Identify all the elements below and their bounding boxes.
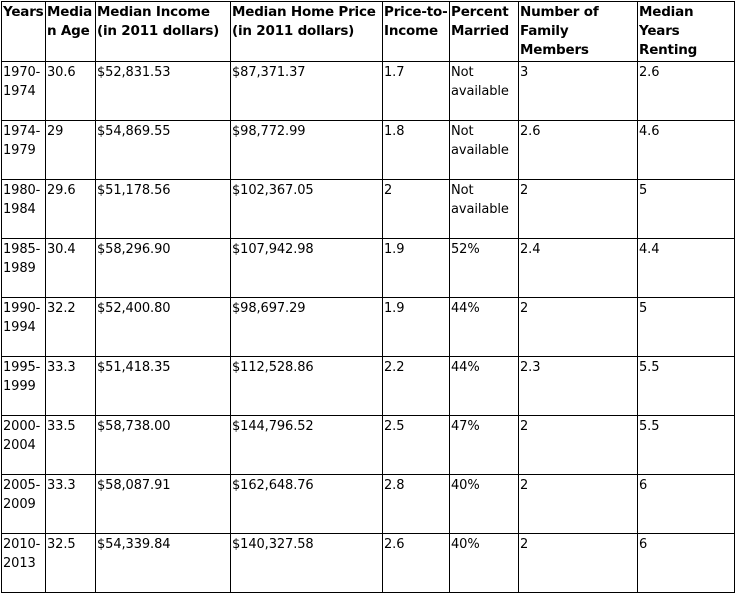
cell-median-age: 33.5 (46, 416, 96, 475)
table-row (2, 534, 735, 593)
table-header-row (2, 2, 735, 62)
data-table (1, 1, 735, 593)
cell-years: 1995-1999 (2, 357, 46, 416)
cell-years: 1985-1989 (2, 239, 46, 298)
cell-price-to-income: 2.5 (383, 416, 450, 475)
header-median-home-price: Median Home Price (in 2011 dollars) (231, 2, 383, 62)
header-median-age: Median Age (46, 2, 96, 62)
header-years-renting: Median Years Renting (638, 2, 735, 62)
cell-percent-married: 52% (450, 239, 519, 298)
table-row (2, 475, 735, 534)
cell-median-income: $51,418.35 (96, 357, 231, 416)
cell-median-age: 29.6 (46, 180, 96, 239)
table-row (2, 62, 735, 121)
cell-percent-married: 47% (450, 416, 519, 475)
cell-median-home-price: $87,371.37 (231, 62, 383, 121)
cell-percent-married: 44% (450, 357, 519, 416)
cell-family-members: 2 (519, 298, 638, 357)
cell-family-members: 2 (519, 475, 638, 534)
cell-median-home-price: $98,772.99 (231, 121, 383, 180)
cell-years: 2010-2013 (2, 534, 46, 593)
cell-price-to-income: 1.8 (383, 121, 450, 180)
cell-median-income: $58,296.90 (96, 239, 231, 298)
cell-median-home-price: $102,367.05 (231, 180, 383, 239)
cell-family-members: 2 (519, 416, 638, 475)
cell-percent-married: Not available (450, 121, 519, 180)
table-row (2, 416, 735, 475)
table-row (2, 239, 735, 298)
table-row (2, 298, 735, 357)
cell-years: 1980-1984 (2, 180, 46, 239)
cell-median-income: $52,831.53 (96, 62, 231, 121)
cell-years-renting: 4.6 (638, 121, 735, 180)
cell-price-to-income: 2.6 (383, 534, 450, 593)
cell-median-home-price: $140,327.58 (231, 534, 383, 593)
cell-percent-married: 44% (450, 298, 519, 357)
cell-price-to-income: 2 (383, 180, 450, 239)
cell-percent-married: 40% (450, 475, 519, 534)
cell-price-to-income: 1.9 (383, 239, 450, 298)
cell-years-renting: 5.5 (638, 357, 735, 416)
cell-median-income: $54,869.55 (96, 121, 231, 180)
cell-median-age: 30.4 (46, 239, 96, 298)
cell-median-age: 33.3 (46, 475, 96, 534)
cell-family-members: 2.4 (519, 239, 638, 298)
cell-years: 1974-1979 (2, 121, 46, 180)
cell-years: 2000-2004 (2, 416, 46, 475)
cell-median-home-price: $144,796.52 (231, 416, 383, 475)
cell-family-members: 3 (519, 62, 638, 121)
cell-median-age: 29 (46, 121, 96, 180)
cell-median-income: $52,400.80 (96, 298, 231, 357)
cell-price-to-income: 2.2 (383, 357, 450, 416)
cell-median-home-price: $112,528.86 (231, 357, 383, 416)
cell-median-age: 32.2 (46, 298, 96, 357)
cell-price-to-income: 1.7 (383, 62, 450, 121)
header-median-income: Median Income (in 2011 dollars) (96, 2, 231, 62)
table-row (2, 357, 735, 416)
header-percent-married: Percent Married (450, 2, 519, 62)
cell-median-age: 33.3 (46, 357, 96, 416)
cell-median-home-price: $162,648.76 (231, 475, 383, 534)
cell-price-to-income: 2.8 (383, 475, 450, 534)
cell-family-members: 2 (519, 180, 638, 239)
header-price-to-income: Price-to-Income (383, 2, 450, 62)
cell-percent-married: Not available (450, 62, 519, 121)
cell-median-age: 32.5 (46, 534, 96, 593)
cell-percent-married: Not available (450, 180, 519, 239)
cell-family-members: 2 (519, 534, 638, 593)
cell-years-renting: 5.5 (638, 416, 735, 475)
cell-percent-married: 40% (450, 534, 519, 593)
header-years: Years (2, 2, 46, 62)
cell-family-members: 2.6 (519, 121, 638, 180)
header-family-members: Number of Family Members (519, 2, 638, 62)
cell-years-renting: 2.6 (638, 62, 735, 121)
cell-median-income: $58,087.91 (96, 475, 231, 534)
cell-price-to-income: 1.9 (383, 298, 450, 357)
cell-median-income: $51,178.56 (96, 180, 231, 239)
table-row (2, 180, 735, 239)
cell-years-renting: 5 (638, 180, 735, 239)
cell-median-home-price: $107,942.98 (231, 239, 383, 298)
cell-median-income: $58,738.00 (96, 416, 231, 475)
cell-years: 1990-1994 (2, 298, 46, 357)
cell-years: 1970-1974 (2, 62, 46, 121)
cell-years: 2005-2009 (2, 475, 46, 534)
cell-median-income: $54,339.84 (96, 534, 231, 593)
table-body (2, 62, 735, 593)
cell-family-members: 2.3 (519, 357, 638, 416)
cell-median-home-price: $98,697.29 (231, 298, 383, 357)
cell-years-renting: 5 (638, 298, 735, 357)
table-row (2, 121, 735, 180)
cell-years-renting: 4.4 (638, 239, 735, 298)
cell-median-age: 30.6 (46, 62, 96, 121)
cell-years-renting: 6 (638, 475, 735, 534)
cell-years-renting: 6 (638, 534, 735, 593)
